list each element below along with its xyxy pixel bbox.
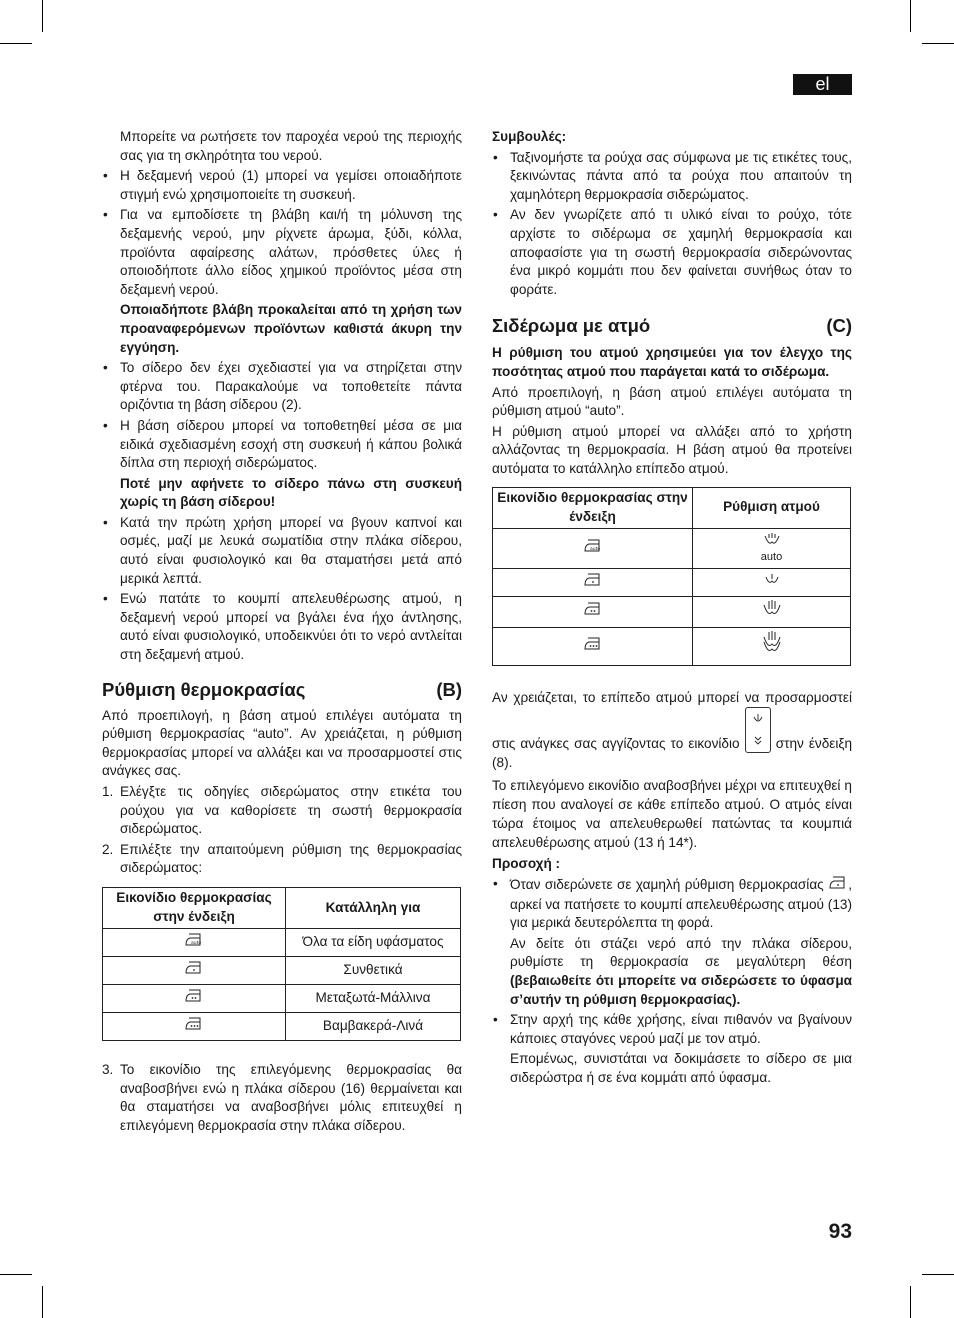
temperature-paragraph: Από προεπιλογή, η βάση ατμού επιλέγει αυτόματα τη ρύθμιση θερμοκρασίας “auto”. Αν χρειάζεται, η ρύθμιση θερμοκρασίας μπορεί να αλλάξει και να προσαρμοστεί στις ανάγκες σας.	[102, 707, 462, 779]
list-item: • Η βάση σίδερου μπορεί να τοποθετηθεί μέσα σε μια ειδικά σχεδιασμένη εσοχή στη συσκευή ή κάπου βολικά δίπλα στη περιοχή σιδερώματος.	[103, 417, 462, 471]
step-item: 3. Το εικονίδιο της επιλεγόμενης θερμοκρασίας θα αναβοσβήνει ενώ η πλάκα σίδερου (16) θερμαίνεται και θα σταματήσει να αναβοσβήνει μόλις επιτευχθεί η επιλεγόμενη θερμοκρασία στην πλάκα σίδερου.	[102, 1061, 462, 1133]
table-cell	[493, 568, 693, 596]
steam-level-1-icon	[762, 572, 782, 592]
crop-mark	[922, 43, 954, 44]
iron-auto-icon	[583, 538, 603, 559]
table-header: Ρύθμιση ατμού	[693, 487, 851, 528]
list-item: • Η δεξαμενή νερού (1) μπορεί να γεμίσει οποιαδήποτε στιγμή ενώ χρησιμοποιείτε τη συσκευή.	[103, 168, 462, 202]
table-cell: Βαμβακερά-Λινά	[286, 1012, 461, 1040]
crop-mark	[910, 1286, 911, 1318]
iron-one-dot-icon	[184, 960, 204, 981]
iron-three-dot-icon	[184, 1016, 204, 1037]
step-item: 1. Ελέγξτε τις οδηγίες σιδερώματος στην ετικέτα του ρούχου για να καθορίσετε τη σωστή θερμοκρασία σιδερώματος.	[102, 784, 462, 837]
iron-one-dot-icon	[828, 875, 848, 896]
section-heading-temperature: Ρύθμιση θερμοκρασίας (B)	[102, 678, 462, 700]
iron-two-dot-icon	[184, 988, 204, 1009]
tips-heading: Συμβουλές:	[492, 129, 567, 144]
crop-mark	[0, 1274, 32, 1275]
table-cell	[103, 1012, 286, 1040]
list-item: • Ταξινομήστε τα ρούχα σας σύμφωνα με τις ετικέτες τους, ξεκινώντας πάντα από τα ρούχα που απαιτούν τη χαμηλότερη θερμοκρασία σιδερώματος.	[493, 149, 852, 202]
table-cell	[493, 528, 693, 568]
table-header: Εικονίδιο θερμοκρασίας στην ένδειξη	[493, 487, 693, 528]
table-cell	[103, 984, 286, 1012]
caution-paragraph: Επομένως, συνιστάται να δοκιμάσετε το σίδερο σε μια σιδερώστρα ή σε ένα κομμάτι από ύφασμα.	[510, 1051, 852, 1086]
adjust-paragraph: Αν χρειάζεται, το επίπεδο ατμού μπορεί να προσαρμοστεί στις ανάγκες σας αγγίζοντας το εικονίδιο στην ένδειξη (8).	[492, 689, 853, 770]
table-cell	[493, 627, 693, 665]
warning-text: Ποτέ μην αφήνετε το σίδερο πάνω στη συσκευή χωρίς τη βάση σίδερου!	[120, 475, 462, 510]
steam-level-2-icon	[760, 600, 784, 624]
steam-intro: Η ρύθμιση του ατμού χρησιμεύει για τον έλεγχο της ποσότητας ατμού που παράγεται κατά το σιδέρωμα.	[492, 345, 852, 379]
table-cell	[693, 568, 851, 596]
step-item: 2. Επιλέξτε την απαιτούμενη ρύθμιση της θερμοκρασίας σιδερώματος:	[102, 841, 462, 876]
table-cell	[493, 596, 693, 627]
crop-mark	[910, 0, 911, 32]
table-cell	[103, 928, 286, 956]
table-header: Κατάλληλη για	[286, 887, 461, 928]
steam-auto-icon	[760, 533, 784, 564]
crop-mark	[42, 0, 43, 32]
steam-adjust-button-icon	[745, 707, 771, 753]
table-cell	[103, 956, 286, 984]
steam-table	[492, 487, 851, 666]
table-cell	[693, 596, 851, 627]
intro-paragraph: Μπορείτε να ρωτήσετε τον παροχέα νερού της περιοχής σας για τη σκληρότητα του νερού.	[120, 129, 462, 163]
steam-paragraph: Η ρύθμιση ατμού μπορεί να αλλάξει από το χρήστη αλλάζοντας τη θερμοκρασία. Η βάση ατμού θα προτείνει αυτόματα το κατάλληλο επίπεδο ατμού.	[492, 423, 852, 476]
left-column	[102, 128, 462, 1137]
section-heading-steam: Σιδέρωμα με ατμό (C)	[492, 315, 852, 337]
table-cell	[693, 627, 851, 665]
crop-mark	[42, 1286, 43, 1318]
list-item: • Όταν σιδερώνετε σε χαμηλή ρύθμιση θερμοκρασίας , αρκεί να πατήσετε το κουμπί απελευθέρωσης ατμού (13) για μερικά δευτερόλεπτα τη φορά.	[493, 876, 852, 931]
list-item: • Αν δεν γνωρίζετε από τι υλικό είναι το ρούχο, τότε αρχίστε το σιδέρωμα σε χαμηλή θερμοκρασία και αποφασίστε για τη σωστή θερμοκρασία σιδερώνοντας ένα μικρό κομμάτι που δεν φαίνεται συνήθως όταν το φοράτε.	[493, 207, 852, 297]
table-cell: Όλα τα είδη υφάσματος	[286, 928, 461, 956]
auto-label: auto	[760, 551, 783, 564]
iron-auto-icon	[184, 932, 204, 953]
steam-paragraph: Από προεπιλογή, η βάση ατμού επιλέγει αυτόματα τη ρύθμιση ατμού “auto”.	[492, 384, 852, 419]
crop-mark	[0, 43, 32, 44]
svg-text:auto: auto	[191, 941, 202, 947]
table-header: Εικονίδιο θερμοκρασίας στην ένδειξη	[103, 887, 286, 928]
list-item: • Για να εμποδίσετε τη βλάβη και/ή τη μόλυνση της δεξαμενής νερού, μην ρίχνετε άρωμα, ξύδι, κόλλα, προϊόντα αφαίρεσης αλάτων, πρόσθετες ύλες ή οποιοδήποτε άλλο είδος χημικού προϊόντος μέσα στη δεξαμενή νερού.	[103, 207, 462, 297]
page-number: 93	[828, 1220, 852, 1243]
svg-text:auto: auto	[589, 546, 600, 552]
temperature-table	[102, 887, 461, 1041]
table-cell: Μεταξωτά-Μάλλινα	[286, 984, 461, 1012]
crop-mark	[922, 1274, 954, 1275]
table-cell: Συνθετικά	[286, 956, 461, 984]
steam-level-3-icon	[760, 631, 784, 661]
list-item: • Κατά την πρώτη χρήση μπορεί να βγουν καπνοί και οσμές, μαζί με λευκά σωματίδια στην πλάκα σίδερου, αυτό είναι φυσιολογικό και θα σταματήσει μετά από μερικά λεπτά.	[103, 514, 462, 586]
right-column	[492, 128, 852, 1090]
list-item: • Το σίδερο δεν έχει σχεδιαστεί για να στηρίζεται στην φτέρνα του. Παρακαλούμε να τοποθετείτε πάντα οριζόντια τη βάση σίδερου (2).	[103, 360, 462, 413]
language-tab: el	[793, 74, 852, 95]
caution-heading: Προσοχή :	[492, 855, 561, 871]
iron-three-dot-icon	[583, 636, 603, 657]
iron-one-dot-icon	[583, 572, 603, 593]
list-item: • Στην αρχή της κάθε χρήσης, είναι πιθανόν να βγαίνουν κάποιες σταγόνες νερού μαζί με τον ατμό.	[493, 1012, 852, 1046]
list-item: • Ενώ πατάτε το κουμπί απελευθέρωσης ατμού, η δεξαμενή νερού μπορεί να βγάλει ένα ήχο άντλησης, αυτό είναι φυσιολογικό, υποδεικνύει ότι το νερό αντλείται στη δεξαμενή ατμού.	[103, 591, 462, 663]
table-cell	[693, 528, 851, 568]
warning-text: Οποιαδήποτε βλάβη προκαλείται από τη χρήση των προαναφερόμενων προϊόντων καθιστά άκυρη την εγγύηση.	[120, 302, 462, 355]
blink-paragraph: Το επιλεγόμενο εικονίδιο αναβοσβήνει μέχρι να επιτευχθεί η πίεση που αναλογεί σε κάθε επίπεδο ατμού. Ο ατμός είναι τώρα έτοιμος να απελευθερωθεί πατώντας τα κουμπιά απελευθέρωσης ατμού (13 ή 14*).	[492, 777, 852, 850]
iron-two-dot-icon	[583, 601, 603, 622]
caution-paragraph: Αν δείτε ότι στάζει νερό από την πλάκα σίδερου, ρυθμίστε τη θερμοκρασία σε μεγαλύτερη θέση (βεβαιωθείτε ότι μπορείτε να σιδερώσετε το ύφασμα σ’αυτήν τη ρύθμιση θερμοκρασίας).	[510, 935, 852, 1007]
